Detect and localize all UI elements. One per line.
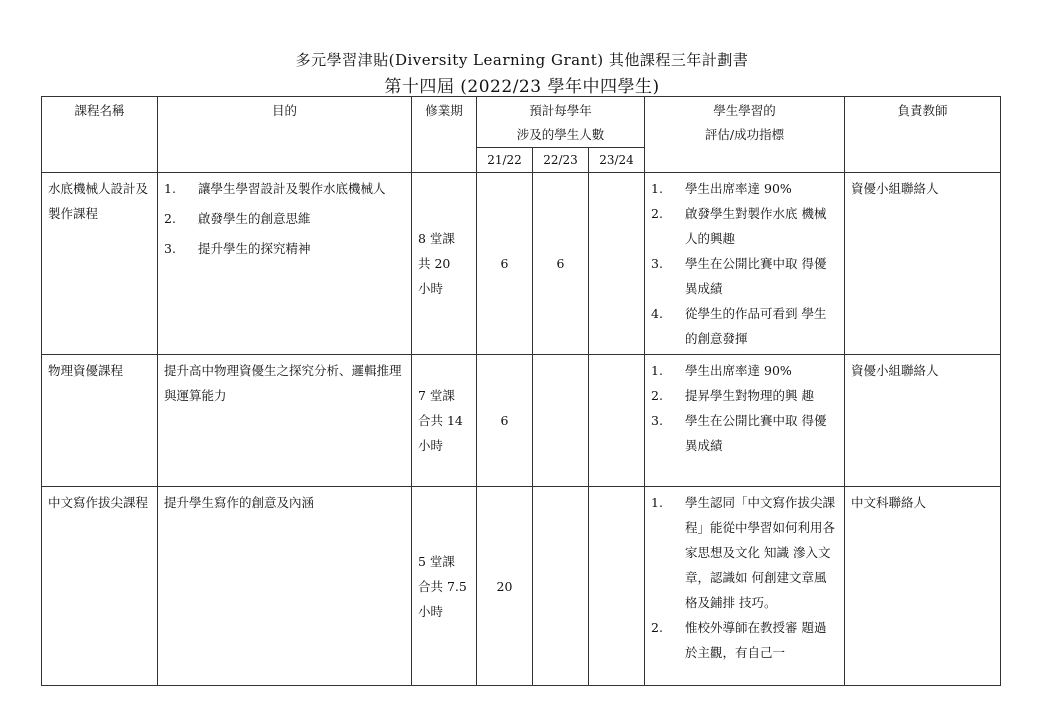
header-row	[42, 97, 1001, 148]
list-item: 3. 學生在公開比賽中取 得優異成績	[651, 256, 827, 296]
duration-cell: 8 堂課 共 20 小時	[412, 173, 477, 355]
list-item: 2. 惟校外導師在教授審 題過於主觀，有自己一	[651, 620, 827, 660]
teacher-cell: 中文科聯絡人	[845, 487, 1001, 686]
table-row	[42, 355, 1001, 487]
purpose-cell: 提升學生寫作的創意及內涵	[158, 487, 412, 686]
purpose-cell	[158, 173, 412, 355]
list-item: 1. 學生出席率達 90%	[651, 181, 792, 196]
list-item: 4. 從學生的作品可看到 學生的創意發揮	[651, 306, 827, 346]
header-students	[477, 97, 645, 148]
teacher-cell: 資優小組聯絡人	[845, 355, 1001, 487]
table-row	[42, 487, 1001, 686]
header-year-2324: 23/24	[589, 148, 645, 173]
indicator-list	[651, 358, 838, 458]
header-students-line2: 涉及的學生人數	[516, 127, 605, 142]
indicator-list	[651, 176, 838, 351]
header-year-2223: 22/23	[533, 148, 589, 173]
indicator-cell	[645, 487, 845, 686]
list-item: 1. 學生出席率達 90%	[651, 363, 792, 378]
indicator-list	[651, 490, 838, 665]
header-purpose: 目的	[158, 97, 412, 173]
course-name-cell: 物理資優課程	[42, 355, 158, 487]
students-2223-cell	[533, 355, 589, 487]
purpose-cell: 提升高中物理資優生之探究分析、邏輯推理與運算能力	[158, 355, 412, 487]
students-2122-cell: 20	[477, 487, 533, 686]
header-students-line1: 預計每學年	[529, 103, 592, 118]
header-assessment-line2: 評估/成功指標	[704, 127, 785, 142]
document-title: 多元學習津貼(Diversity Learning Grant) 其他課程三年計劃書	[295, 51, 749, 69]
students-2324-cell	[589, 355, 645, 487]
purpose-list	[164, 176, 405, 261]
header-duration: 修業期	[412, 97, 477, 173]
header-assessment-line1: 學生學習的	[713, 103, 776, 118]
list-item: 2. 啟發學生對製作水底 機械人的興趣	[651, 206, 827, 246]
list-item: 3. 提升學生的探究精神	[164, 241, 311, 256]
teacher-cell: 資優小組聯絡人	[845, 173, 1001, 355]
course-name-cell: 中文寫作拔尖課程	[42, 487, 158, 686]
document-subtitle: 第十四屆 (2022/23 學年中四學生)	[384, 77, 660, 97]
students-2223-cell	[533, 487, 589, 686]
students-2122-cell: 6	[477, 355, 533, 487]
table-row	[42, 173, 1001, 355]
list-item: 1. 學生認同「中文寫作拔尖課程」能從中學習如何利用各家思想及文化 知識 滲入文章，認識如 何創建文章風格及鋪排 技巧。	[651, 495, 836, 610]
duration-cell: 5 堂課 合共 7.5 小時	[412, 487, 477, 686]
students-2324-cell	[589, 487, 645, 686]
header-assessment	[645, 97, 845, 173]
course-name-cell: 水底機械人設計及製作課程	[42, 173, 158, 355]
header-year-2122: 21/22	[477, 148, 533, 173]
header-course-name: 課程名稱	[42, 97, 158, 173]
list-item: 1. 讓學生學習設計及製作水底機械人	[164, 181, 386, 196]
students-2324-cell	[589, 173, 645, 355]
students-2122-cell: 6	[477, 173, 533, 355]
plan-table	[41, 96, 1001, 686]
duration-cell: 7 堂課 合共 14 小時	[412, 355, 477, 487]
list-item: 2. 提昇學生對物理的興 趣	[651, 388, 814, 403]
indicator-cell	[645, 173, 845, 355]
header-teacher: 負責教師	[845, 97, 1001, 173]
list-item: 3. 學生在公開比賽中取 得優異成績	[651, 413, 827, 453]
list-item: 2. 啟發學生的創意思維	[164, 211, 311, 226]
indicator-cell	[645, 355, 845, 487]
students-2223-cell: 6	[533, 173, 589, 355]
